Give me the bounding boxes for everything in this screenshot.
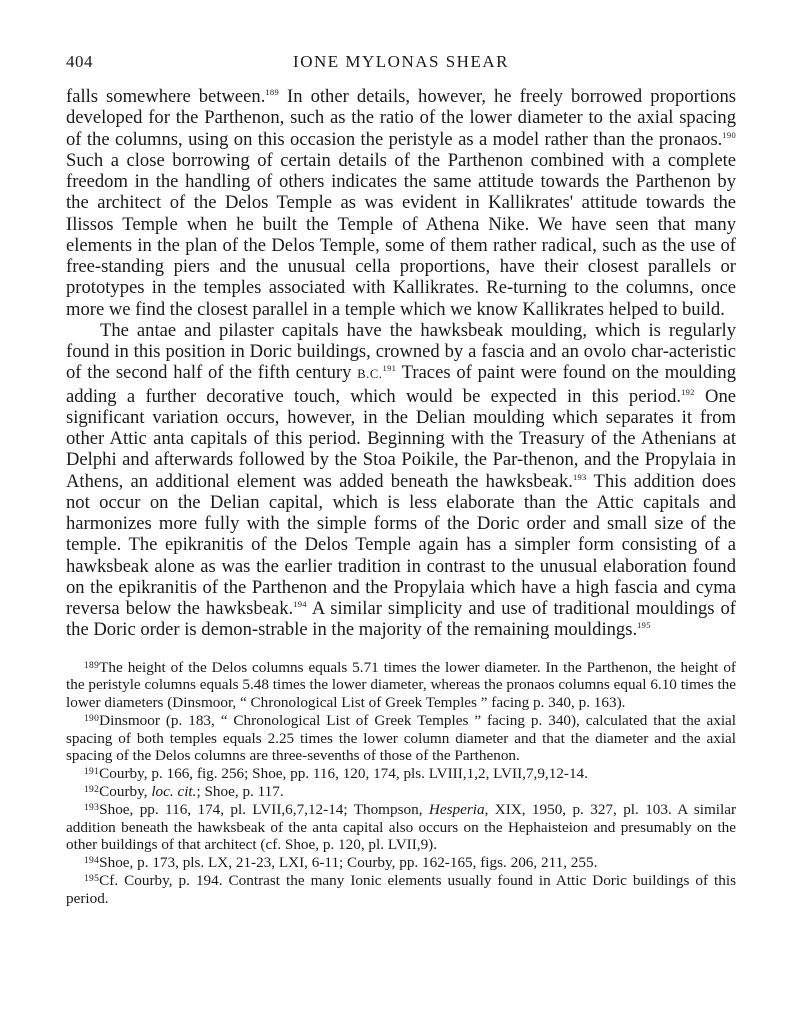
paragraph-2 bbox=[66, 320, 736, 641]
paragraph-text: One significant variation occurs, however, in the Delian moulding which separates it from other Attic anta capitals of this period. Beginning with the Treasury of the Athenians at Delphi and afterwards followed by the Stoa Poikile, the Par-thenon, and the Propylaia in Athens, an additional element was added beneath the hawksbeak. bbox=[66, 385, 736, 492]
body-text bbox=[66, 86, 736, 641]
paragraph-1 bbox=[66, 86, 736, 320]
paragraph-text: A similar simplicity and use of traditional mouldings of the Doric order is demon-strable in the majority of the remaining mouldings. bbox=[66, 598, 736, 641]
running-title: IONE MYLONAS SHEAR bbox=[293, 52, 509, 71]
footnote-ref-193: 193 bbox=[572, 471, 587, 482]
footnote-text: The height of the Delos columns equals 5.71 times the lower diameter. In the Parthenon, the height of the peristyle columns equals 5.48 times the lower diameter, whereas the pronaos columns equal 6.10 times the lower diameters (Dinsmoor, “ Chronological List of Greek Temples ” facing p. 340, p. 163). bbox=[66, 658, 736, 712]
footnote-number: 189 bbox=[84, 660, 100, 671]
era-abbreviation: B.C. bbox=[357, 367, 383, 382]
footnote-text: Courby, p. 166, fig. 256; Shoe, pp. 116, 120, 174, pls. LVIII,1,2, LVII,7,9,12-14. bbox=[99, 765, 588, 783]
footnote-194 bbox=[66, 854, 736, 872]
footnote-189 bbox=[66, 659, 736, 712]
footnote-192 bbox=[66, 783, 736, 801]
paragraph-text: In other details, however, he freely borrowed proportions developed for the Parthenon, such as the ratio of the lower diameter to the axial spacing of the columns, using on this occasion the peristyle as a model rather than the pronaos. bbox=[66, 86, 736, 150]
footnote-ref-194: 194 bbox=[293, 599, 307, 609]
footnotes bbox=[66, 659, 736, 908]
footnote-ref-191: 191 bbox=[382, 363, 397, 374]
footnote-italic: loc. cit. bbox=[151, 783, 197, 801]
footnote-195 bbox=[66, 872, 736, 908]
paragraph-text: Such a close borrowing of certain details of the Parthenon combined with a complete freedom in the handling of others indicates the same attitude towards the Parthenon by the architect of the Delos Temple as was evident in Kallikrates' attitude towards the Ilissos Temple when he built the Temple of Athena Nike. We have seen that many elements in the plan of the Delos Temple, some of them rather radical, such as the use of free-standing piers and the unusual cella proportions, have their closest parallels or prototypes in the temples associated with Kallikrates. Re-turning to the columns, once more we find the closest parallel in a temple which we know Kallikrates helped to build. bbox=[66, 149, 736, 320]
footnote-193 bbox=[66, 801, 736, 854]
footnote-text: Courby, bbox=[99, 783, 152, 801]
footnote-text: Dinsmoor (p. 183, “ Chronological List of Greek Temples ” facing p. 340), calculated that the axial spacing of both temples equals 2.25 times the lower column diameter and that the diameter and the axial spacing of the Delos columns are three-sevenths of those of the Parthenon. bbox=[66, 711, 736, 765]
footnote-number: 194 bbox=[84, 856, 100, 867]
footnote-number: 192 bbox=[84, 785, 100, 796]
running-header bbox=[66, 48, 736, 76]
paragraph-text: Traces of paint were found on the moulding adding a further decorative touch, which would be expected in this period. bbox=[66, 362, 736, 407]
footnote-191 bbox=[66, 765, 736, 783]
paragraph-text: falls somewhere between. bbox=[66, 86, 266, 107]
footnote-ref-190: 190 bbox=[722, 129, 736, 140]
footnote-italic: Hesperia bbox=[428, 800, 485, 818]
paragraph-text: This addition does not occur on the Delian capital, which is less elaborate than the Attic capitals and harmonizes more fully with the simple forms of the Doric order and small size of the temple. The epikranitis of the Delos Temple again has a simpler form consisting of a hawksbeak alone as was the earlier tradition in contrast to the unusual elaboration found on the epikranitis of the Parthenon and the Propylaia which have a high fascia and cyma reversa below the hawksbeak. bbox=[66, 470, 737, 619]
footnote-text: ; Shoe, p. 117. bbox=[196, 783, 284, 801]
footnote-number: 191 bbox=[84, 767, 100, 778]
footnote-text: Cf. Courby, p. 194. Contrast the many Ionic elements usually found in Attic Doric buildings of this period. bbox=[66, 872, 736, 907]
footnote-ref-189: 189 bbox=[265, 87, 280, 97]
page bbox=[66, 48, 736, 908]
footnote-number: 195 bbox=[84, 874, 100, 885]
footnote-ref-192: 192 bbox=[681, 386, 695, 397]
footnote-number: 190 bbox=[84, 713, 100, 724]
footnote-number: 193 bbox=[84, 802, 100, 813]
footnote-text: , XIX, 1950, p. 327, pl. 103. A similar addition beneath the hawksbeak of the anta capital also occurs on the Hephaisteion and presumably on the other buildings of that architect (cf. Shoe, p. 120, pl. LVII,9). bbox=[66, 800, 737, 854]
footnote-text: Shoe, pp. 116, 174, pl. LVII,6,7,12-14; Thompson, bbox=[99, 800, 429, 818]
paragraph-text: The antae and pilaster capitals have the hawksbeak moulding, which is regularly found in this position in Doric buildings, crowned by a fascia and an ovolo char-acteristic of the second half of the fifth century bbox=[66, 319, 736, 384]
footnote-ref-195: 195 bbox=[637, 620, 651, 631]
footnote-190 bbox=[66, 712, 736, 765]
page-number: 404 bbox=[66, 52, 93, 71]
footnote-text: Shoe, p. 173, pls. LX, 21-23, LXI, 6-11; Courby, pp. 162-165, figs. 206, 211, 255. bbox=[99, 854, 598, 872]
